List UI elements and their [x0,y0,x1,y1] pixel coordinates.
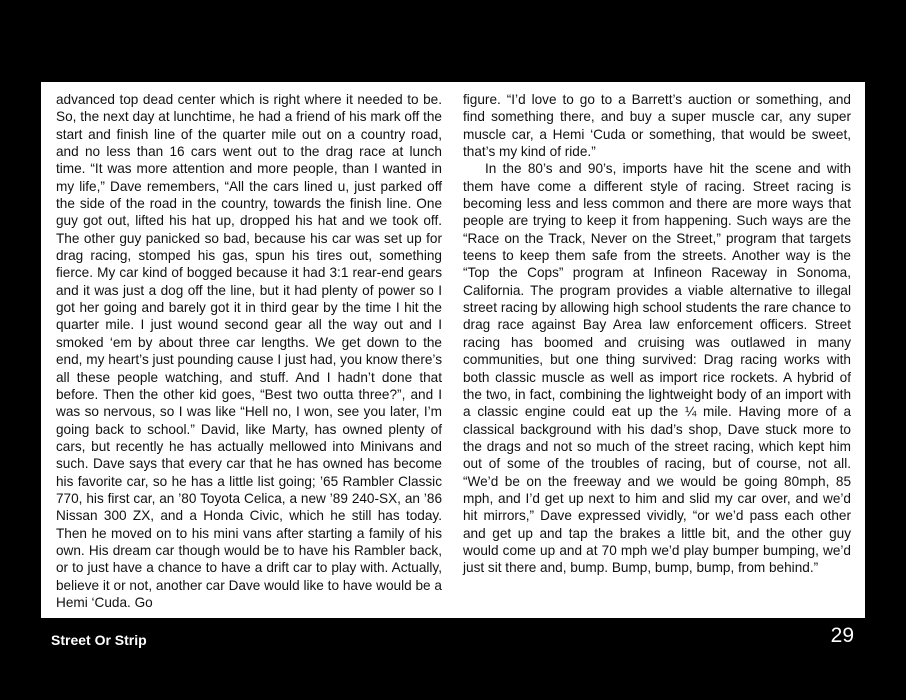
publication-title: Street Or Strip [51,632,147,648]
article-column-right [463,91,851,577]
article-page [41,82,865,618]
paragraph: advanced top dead center which is right where it needed to be. So, the next day at lunchtime, he had a friend of his mark off the start and finish line of the quarter mile out on a country road, and no less than 16 cars went out to the drag race at lunch time. “It was more attention and more people, than I wanted in my life,” Dave remembers, “All the cars lined u, just parked off the side of the road in the country, towards the finish line. One guy got out, lifted his hat up, dropped his hat and we took off. The other guy panicked so bad, because his car was set up for drag racing, stomped his gas, spun his tires out, something fierce. My car kind of bogged because it had 3:1 rear-end gears and it was just a dog off the line, but it had plenty of power so I got her going and barely got it in third gear by the time I hit the quarter mile. I just wound second gear all the way out and I smoked ‘em by about three car lengths. We get down to the end, my heart’s just pounding cause I just had, you know there’s all these people watching, and stuff. And I hadn’t done that before. Then the other kid goes, “Best two outta three?”, and I was so nervous, so I was like “Hell no, I won, see you later, I’m going back to school.” David, like Marty, has owned plenty of cars, but recently he has actually mellowed into Minivans and such. Dave says that every car that he has owned has become his favorite car, so he has a little list going; ’65 Rambler Classic 770, his first car, an ’80 Toyota Celica, a new ’89 240-SX, an ’86 Nissan 300 ZX, and a Honda Civic, which he still has today. Then he moved on to his mini vans after starting a family of his own. His dream car though would be to have his Rambler back, or to just have a chance to have a drift car to play with. Actually, believe it or not, another car Dave would like to have would be a Hemi ‘Cuda. Go [56,92,442,610]
article-column-left [56,91,442,611]
paragraph: In the 80’s and 90’s, imports have hit the scene and with them have come a different style of racing. Street racing is becoming less and less common and there are more ways that people are trying to keep it from happening. Such ways are the “Race on the Track, Never on the Street,” program that targets teens to keep them safe from the streets. Another way is the “Top the Cops” program at Infineon Raceway in Sonoma, California. The program provides a viable alternative to illegal street racing by allowing high school students the rare chance to drag race against Bay Area law enforcement officers. Street racing has boomed and cruising was outlawed in many communities, but one thing survived: Drag racing works with both classic muscle as well as import rice rockets. A hybrid of the two, in fact, combining the lightweight body of an import with a classic engine could eat up the ¼ mile. Having more of a classical background with his dad’s shop, Dave stuck more to the drags and not so much of the street racing, which kept him out of some of the troubles of racing, but of course, not all. “We’d be on the freeway and we would be going 80mph, 85 mph, and I’d get up next to him and slid my car over, and we’d hit mirrors,” Dave expressed vividly, “or we’d pass each other and get up and tap the brakes a little bit, and the other guy would come up and at 70 mph we’d play bumper bumping, we’d just sit there and, bump. Bump, bump, bump, from behind.” [463,161,851,576]
paragraph: figure. “I’d love to go to a Barrett’s auction or something, and find something there, and buy a super muscle car, any super muscle car, a Hemi ‘Cuda or something, that would be sweet, that’s my kind of ride.” [463,92,851,160]
page-number: 29 [830,624,854,647]
